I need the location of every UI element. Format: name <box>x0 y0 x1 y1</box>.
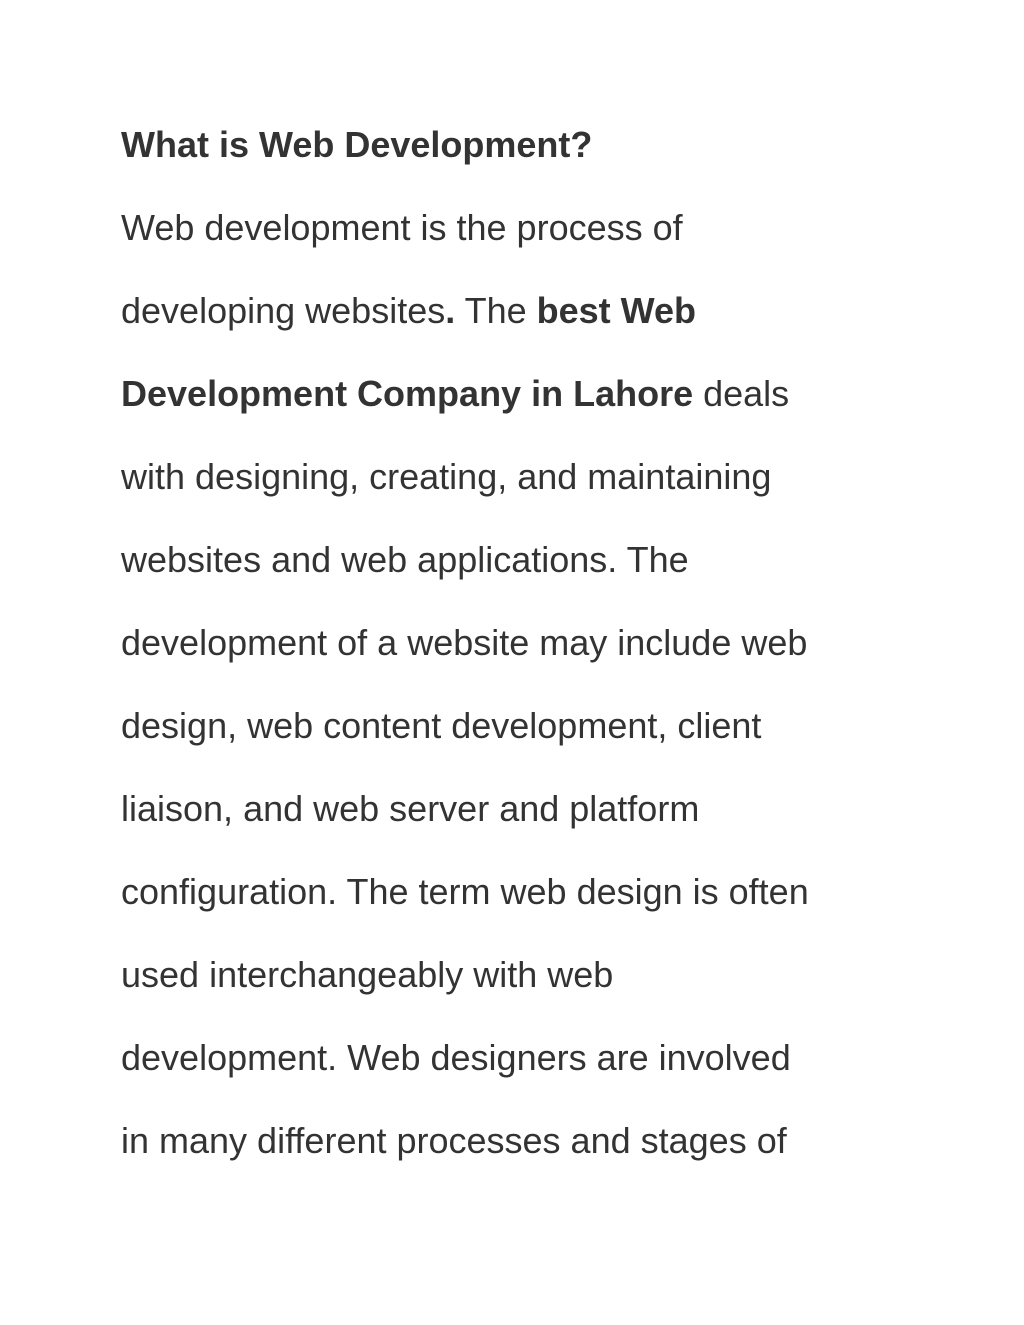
text-run: liaison, and web server and platform <box>121 788 700 829</box>
paragraph-line <box>121 435 921 518</box>
paragraph-line <box>121 352 921 435</box>
text-run: deals <box>693 373 790 414</box>
bold-text: . <box>445 290 456 331</box>
paragraph-line <box>121 518 921 601</box>
paragraph-line <box>121 850 921 933</box>
text-run: websites and web applications. The <box>121 539 689 580</box>
text-run: development. Web designers are involved <box>121 1037 791 1078</box>
text-run: developing websites <box>121 290 446 331</box>
text-run: used interchangeably with web <box>121 954 614 995</box>
text-run: The <box>455 290 537 331</box>
body-paragraph <box>121 186 921 1182</box>
paragraph-line <box>121 1016 921 1099</box>
paragraph-line <box>121 269 921 352</box>
paragraph-line <box>121 684 921 767</box>
text-run: Web development is the process of <box>121 207 683 248</box>
paragraph-line <box>121 601 921 684</box>
paragraph-line <box>121 933 921 1016</box>
bold-text: Development Company in Lahore <box>121 373 694 414</box>
text-run: development of a website may include web <box>121 622 808 663</box>
text-run: with designing, creating, and maintaining <box>121 456 772 497</box>
text-run: configuration. The term web design is often <box>121 871 809 912</box>
bold-text: best Web <box>536 290 696 331</box>
text-run: in many different processes and stages of <box>121 1120 787 1161</box>
paragraph-line <box>121 1099 921 1182</box>
page-title: What is Web Development? <box>121 124 593 165</box>
paragraph-line <box>121 767 921 850</box>
paragraph-line <box>121 186 921 269</box>
text-run: design, web content development, client <box>121 705 762 746</box>
